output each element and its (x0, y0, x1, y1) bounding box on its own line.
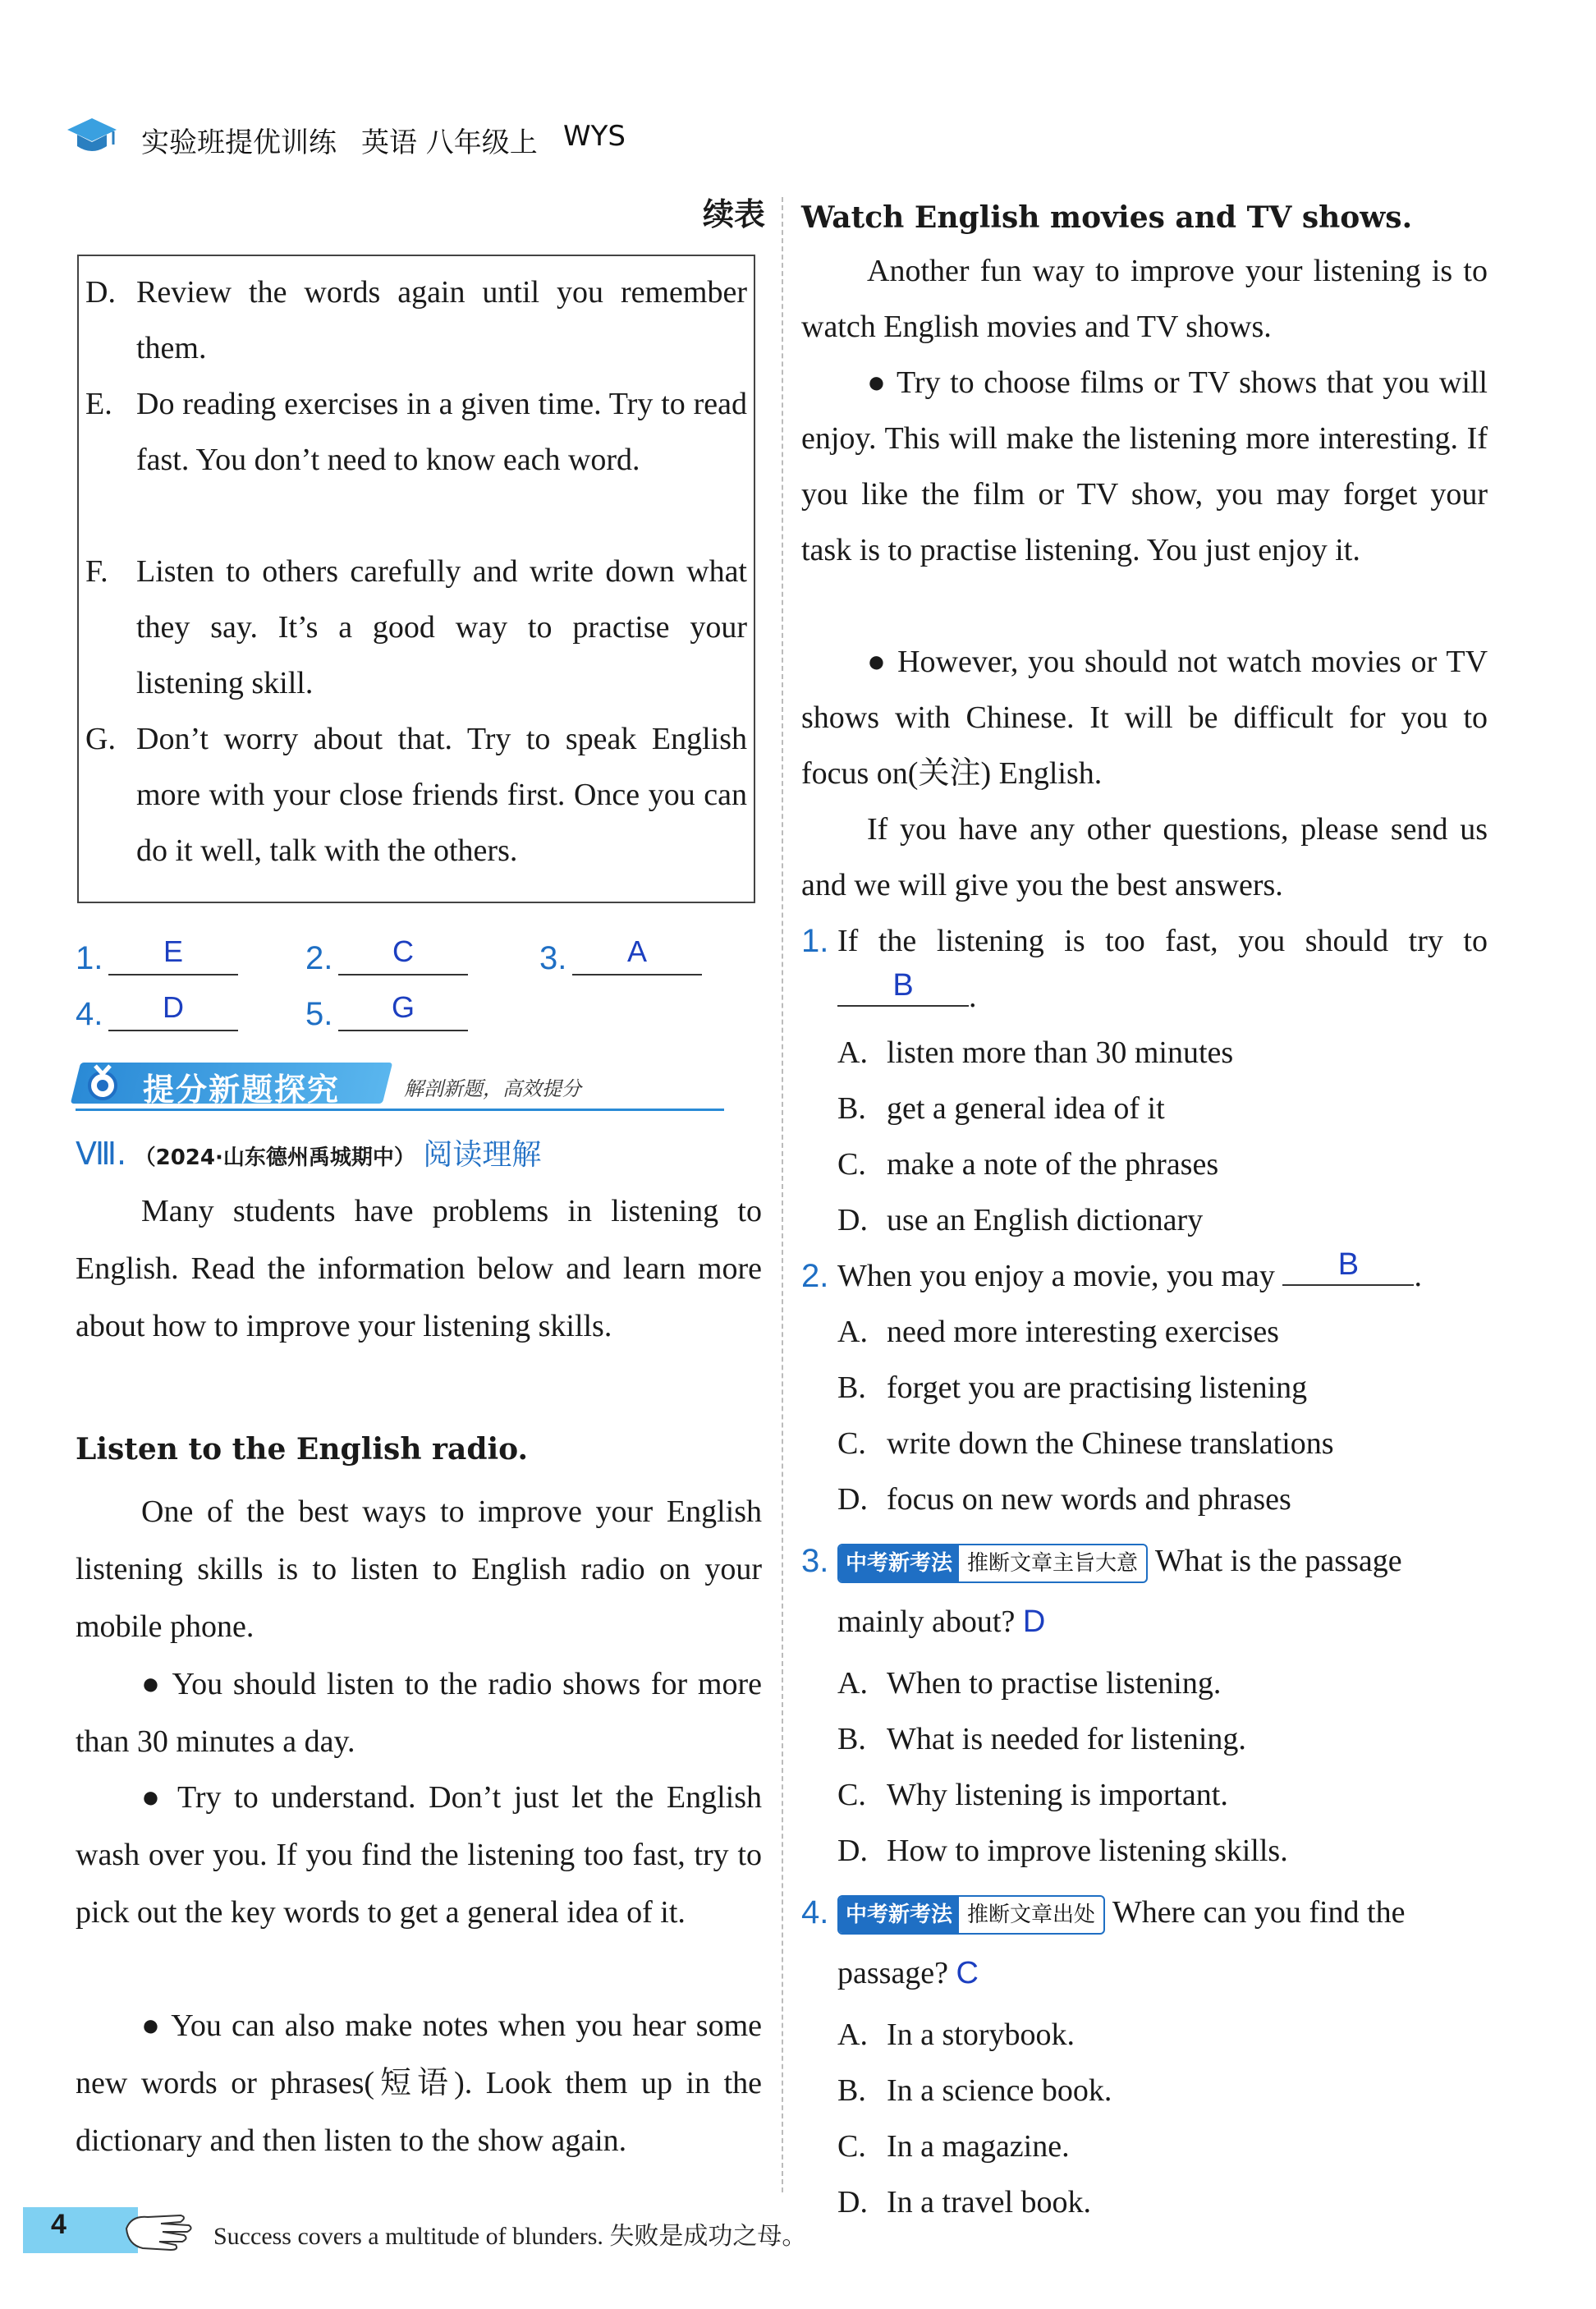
choice-letter: D. (837, 1482, 868, 1517)
choice-item (837, 1025, 1233, 1081)
bullet-text: You can also make notes when you hear some new words or phrases(短语). Look them up in the dictionary and then listen to the show again. (76, 2008, 763, 2158)
choice-text: Why listening is important. (887, 1778, 1228, 1812)
subject-grade: 英语 八年级上 (361, 126, 538, 159)
passage-paragraph: If you have any other questions, please send us and we will give you the best answers. (801, 812, 1488, 902)
option-letter: E. (85, 387, 112, 421)
question-text: What is the passage (1154, 1544, 1402, 1578)
choice-item (837, 1304, 1279, 1360)
answer-number: 5. (305, 996, 333, 1032)
option-text: Review the words again until you remember them. (136, 275, 747, 365)
answer-number: 1. (76, 940, 103, 976)
options-table (77, 255, 755, 903)
question-number: 3. (801, 1543, 829, 1579)
answer-value: E (163, 934, 183, 968)
passage-intro: Many students have problems in listening to English. Read the information below and learn more about how to improve your listening skills. (76, 1194, 762, 1343)
choice-item (837, 2007, 1075, 2063)
page-footer (0, 2201, 1596, 2266)
choice-letter: A. (837, 1315, 868, 1349)
bullet-text: However, you should not watch movies or TV shows with Chinese. It will be difficult for you to focus on(关注) English. (801, 645, 1488, 791)
answer-value: G (391, 990, 415, 1024)
passage-heading-movies: Watch English movies and TV shows. (801, 200, 1413, 235)
choice-item (837, 1471, 1291, 1527)
answer-3 (539, 928, 753, 977)
choice-text: In a magazine. (887, 2129, 1070, 2164)
choice-letter: B. (837, 1091, 866, 1126)
answer-number: 2. (305, 940, 333, 976)
bullet-icon: ● (141, 2008, 163, 2043)
question-number: 1. (801, 923, 829, 959)
answer-line (338, 974, 468, 975)
choice-letter: D. (837, 1834, 868, 1868)
choice-item (837, 1711, 1246, 1767)
question-number: 4. (801, 1894, 829, 1930)
exercise-numeral: Ⅷ. (76, 1136, 127, 1172)
answer-value: B (892, 968, 914, 1003)
choice-text: In a science book. (887, 2073, 1112, 2108)
exercise-source: （2024·山东德州禹城期中） (134, 1145, 415, 1170)
question-text-end: . (1414, 1259, 1422, 1293)
answer-2 (305, 928, 519, 977)
tag-detail: 推断文章主旨大意 (967, 1551, 1139, 1577)
choice-text: write down the Chinese translations (887, 1426, 1334, 1461)
banner-subtitle: 解剖新题，高效提分 (404, 1077, 581, 1100)
tag-label: 中考新考法 (839, 1897, 959, 1933)
bullet-text: Try to understand. Don’t just let the English wash over you. If you find the listening too fast, try to pick out the key words to get a general idea of it. (76, 1780, 763, 1930)
question-text: Where can you find the (1112, 1895, 1406, 1930)
book-title: 实验班提优训练 (141, 126, 337, 159)
question-stem (801, 1882, 1488, 2004)
choice-item (837, 1767, 1228, 1823)
passage-paragraph: Another fun way to improve your listening is to watch English movies and TV shows. (801, 254, 1488, 344)
choice-text: use an English dictionary (887, 1203, 1204, 1237)
page-number-box (23, 2207, 138, 2253)
answer-1 (76, 928, 289, 977)
choice-item (837, 1360, 1307, 1416)
answer-value: C (392, 934, 414, 968)
choice-letter: A. (837, 2018, 868, 2052)
answer-value: A (626, 934, 647, 968)
passage-heading-radio: Listen to the English radio. (76, 1432, 529, 1467)
choice-text: forget you are practising listening (887, 1370, 1308, 1405)
right-column (801, 189, 1491, 2219)
question-tag (837, 1895, 1105, 1935)
choice-text: In a storybook. (887, 2018, 1075, 2052)
choice-text: get a general idea of it (887, 1091, 1165, 1126)
section-banner (76, 1059, 724, 1113)
choice-letter: C. (837, 1778, 866, 1812)
tag-label: 中考新考法 (839, 1545, 959, 1581)
answer-value: C (956, 1956, 979, 1990)
banner-underline (76, 1109, 724, 1111)
choice-text: make a note of the phrases (887, 1147, 1219, 1182)
choice-letter: B. (837, 2073, 866, 2108)
choice-item (837, 2118, 1070, 2174)
option-f (85, 544, 747, 711)
question-1 (801, 913, 1488, 1025)
answer-number: 4. (76, 996, 103, 1032)
answer-number: 3. (539, 940, 567, 976)
choice-letter: C. (837, 2129, 866, 2164)
left-column (76, 189, 765, 2184)
bullet-item (801, 355, 1488, 578)
bullet-item (76, 1769, 762, 1941)
answer-blank (1282, 1248, 1414, 1286)
question-4 (801, 1882, 1488, 2004)
question-3 (801, 1531, 1488, 1652)
option-text: Listen to others carefully and write down what they say. It’s a good way to practise your listening skill. (136, 554, 747, 700)
choice-item (837, 2063, 1112, 2118)
tag-detail: 推断文章出处 (967, 1903, 1096, 1928)
answer-4 (76, 984, 289, 1033)
bullet-icon: ● (141, 1667, 163, 1701)
bullet-item (76, 1997, 762, 2169)
choice-letter: B. (837, 1370, 866, 1405)
choice-item (837, 1192, 1203, 1248)
exercise-type: 阅读理解 (423, 1138, 542, 1172)
bullet-item (76, 1655, 762, 1770)
option-text: Do reading exercises in a given time. Try to read fast. You don’t need to know each word. (136, 387, 747, 477)
choice-letter: A. (837, 1035, 868, 1070)
question-stem (801, 1531, 1488, 1652)
passage-paragraph: One of the best ways to improve your English listening skills is to listen to English radio on your mobile phone. (76, 1494, 762, 1644)
graduation-cap-icon (66, 115, 118, 158)
bullet-text: Try to choose films or TV shows that you will enjoy. This will make the listening more interesting. If you like the film or TV show, you may forget your task is to practise listening. You just enjoy it. (801, 365, 1488, 567)
answer-5 (305, 984, 519, 1033)
continued-label: 续表 (702, 196, 765, 232)
choice-letter: C. (837, 1426, 866, 1461)
choice-letter: A. (837, 1666, 868, 1701)
option-e (85, 376, 747, 488)
choice-text: What is needed for listening. (887, 1722, 1246, 1756)
question-text: If the listening is too fast, you should try to (837, 924, 1488, 958)
question-number: 2. (801, 1258, 829, 1294)
answer-value: D (1022, 1604, 1046, 1639)
question-text-end: mainly about? (837, 1604, 1016, 1639)
choice-text: focus on new words and phrases (887, 1482, 1291, 1517)
bullet-item (801, 634, 1488, 801)
choice-letter: B. (837, 1722, 866, 1756)
answer-line (108, 974, 238, 975)
option-d (85, 264, 747, 376)
exercise-heading (76, 1125, 762, 1187)
bullet-icon: ● (867, 645, 888, 679)
footer-motto: Success covers a multitude of blunders. 失败是成功之母。 (213, 2223, 807, 2250)
answer-value: B (1337, 1247, 1360, 1282)
option-g (85, 711, 747, 879)
question-stem (801, 1248, 1488, 1304)
choice-letter: C. (837, 1147, 866, 1182)
option-text: Don’t worry about that. Try to speak English more with your close friends first. Once you can do it well, talk with the others. (136, 722, 747, 868)
choice-text: In a travel book. (887, 2185, 1092, 2219)
answer-line (572, 974, 702, 975)
bullet-icon: ● (141, 1780, 166, 1815)
edition-code: WYS (563, 120, 626, 153)
page-header (66, 115, 1543, 164)
choice-text: When to practise listening. (887, 1666, 1222, 1701)
choice-item (837, 1081, 1165, 1136)
option-letter: F. (85, 554, 108, 589)
banner-title: 提分新题探究 (143, 1072, 341, 1108)
choice-item (837, 1136, 1218, 1192)
choice-item (837, 1416, 1334, 1471)
answer-line (338, 1030, 468, 1031)
bullet-icon: ● (867, 365, 888, 400)
medal-icon (82, 1063, 123, 1104)
answer-blank (837, 969, 969, 1007)
choice-letter: D. (837, 1203, 868, 1237)
answer-line (108, 1030, 238, 1031)
choice-text: need more interesting exercises (887, 1315, 1279, 1349)
question-text: When you enjoy a movie, you may (837, 1259, 1275, 1293)
bullet-text: You should listen to the radio shows for more than 30 minutes a day. (76, 1667, 762, 1759)
page-number: 4 (51, 2209, 66, 2240)
choice-item (837, 1823, 1288, 1879)
question-tag (837, 1544, 1148, 1583)
column-divider (782, 197, 783, 2192)
answer-value: D (163, 990, 184, 1024)
choice-letter: D. (837, 2185, 868, 2219)
choice-text: listen more than 30 minutes (887, 1035, 1234, 1070)
question-2 (801, 1248, 1488, 1304)
question-text-end: passage? (837, 1956, 949, 1990)
option-letter: D. (85, 275, 116, 310)
option-letter: G. (85, 722, 116, 756)
pointing-hand-icon (123, 2204, 197, 2253)
choice-text: How to improve listening skills. (887, 1834, 1288, 1868)
question-text-end: . (969, 980, 977, 1014)
question-stem (801, 913, 1488, 1025)
choice-item (837, 1655, 1221, 1711)
